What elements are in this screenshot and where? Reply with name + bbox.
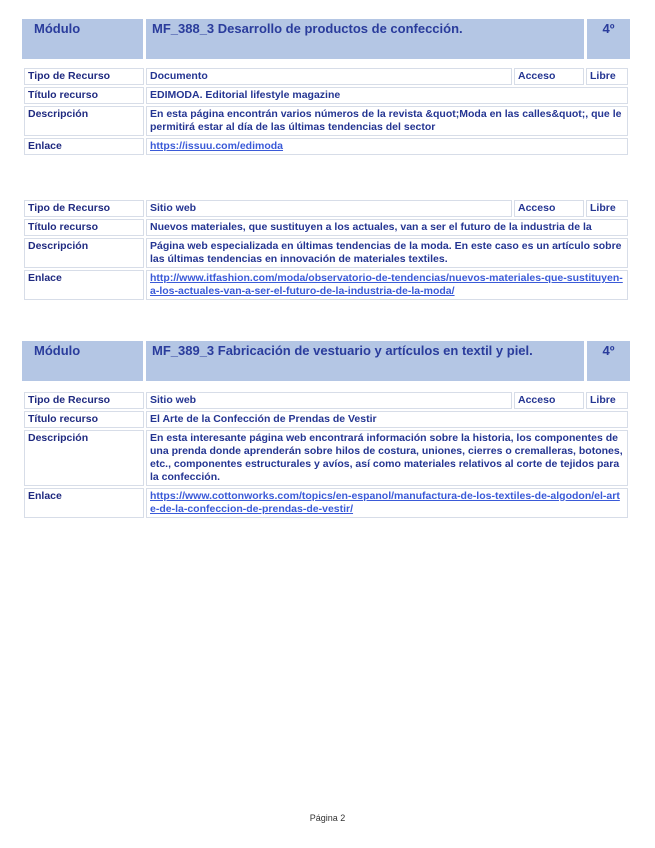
module-title: MF_389_3 Fabricación de vestuario y artículos en textil y piel. bbox=[146, 341, 584, 381]
titulo-value: EDIMODA. Editorial lifestyle magazine bbox=[146, 87, 628, 104]
table-row bbox=[24, 200, 628, 217]
enlace-cell bbox=[146, 488, 628, 518]
enlace-cell bbox=[146, 270, 628, 300]
module-label: Módulo bbox=[22, 341, 143, 381]
descripcion-value: Página web especializada en últimas tendencias de la moda. En este caso es un artículo sobre las últimas tendencias en innovación de materiales textiles. bbox=[146, 238, 628, 268]
module-title: MF_388_3 Desarrollo de productos de confección. bbox=[146, 19, 584, 59]
table-row bbox=[24, 411, 628, 428]
descripcion-label: Descripción bbox=[24, 238, 144, 268]
titulo-value: Nuevos materiales, que sustituyen a los actuales, van a ser el futuro de la industria de la bbox=[146, 219, 628, 236]
descripcion-label: Descripción bbox=[24, 430, 144, 486]
page-number: Página 2 bbox=[309, 813, 346, 823]
tipo-value: Sitio web bbox=[146, 392, 512, 409]
titulo-value: El Arte de la Confección de Prendas de Vestir bbox=[146, 411, 628, 428]
resource-table-2 bbox=[22, 198, 630, 302]
table-row bbox=[24, 392, 628, 409]
enlace-link[interactable]: https://www.cottonworks.com/topics/en-espanol/manufactura-de-los-textiles-de-algodon/el-arte-de-la-confeccion-de-prendas-de-vestir/ bbox=[150, 490, 620, 515]
tipo-label: Tipo de Recurso bbox=[24, 200, 144, 217]
enlace-label: Enlace bbox=[24, 488, 144, 518]
titulo-label: Título recurso bbox=[24, 87, 144, 104]
enlace-cell bbox=[146, 138, 628, 155]
enlace-link[interactable]: http://www.itfashion.com/moda/observatorio-de-tendencias/nuevos-materiales-que-sustituyen-a-los-actuales-van-a-ser-el-futuro-de-la-industria-de-la-moda/ bbox=[150, 272, 623, 297]
resource-table-1 bbox=[22, 66, 630, 157]
resource-table-3 bbox=[22, 390, 630, 520]
descripcion-value: En esta interesante página web encontrará información sobre la historia, los componentes de una prenda donde aprenderán sobre hilos de costura, uniones, cierres o cremalleras, botones, etc., componentes estructurales y avíos, así como materiales relativos al corte de tejidos para la confección. bbox=[146, 430, 628, 486]
table-row bbox=[24, 68, 628, 85]
enlace-link[interactable]: https://issuu.com/edimoda bbox=[150, 140, 284, 152]
table-row bbox=[24, 219, 628, 236]
tipo-value: Documento bbox=[146, 68, 512, 85]
acceso-value: Libre bbox=[586, 200, 628, 217]
acceso-value: Libre bbox=[586, 68, 628, 85]
acceso-label: Acceso bbox=[514, 392, 584, 409]
table-row bbox=[24, 270, 628, 300]
descripcion-label: Descripción bbox=[24, 106, 144, 136]
table-row bbox=[24, 488, 628, 518]
module-level: 4º bbox=[587, 19, 630, 59]
module-header-2 bbox=[22, 341, 630, 381]
acceso-label: Acceso bbox=[514, 68, 584, 85]
module-level: 4º bbox=[587, 341, 630, 381]
descripcion-value: En esta página encontrán varios números de la revista &quot;Moda en las calles&quot;, que le permitirá estar al día de las últimas tendencias del sector bbox=[146, 106, 628, 136]
titulo-label: Título recurso bbox=[24, 219, 144, 236]
titulo-label: Título recurso bbox=[24, 411, 144, 428]
table-row bbox=[24, 238, 628, 268]
table-row bbox=[24, 87, 628, 104]
enlace-label: Enlace bbox=[24, 138, 144, 155]
acceso-label: Acceso bbox=[514, 200, 584, 217]
enlace-label: Enlace bbox=[24, 270, 144, 300]
table-row bbox=[24, 106, 628, 136]
tipo-label: Tipo de Recurso bbox=[24, 392, 144, 409]
module-header-1 bbox=[22, 19, 630, 59]
table-row bbox=[24, 430, 628, 486]
tipo-label: Tipo de Recurso bbox=[24, 68, 144, 85]
module-label: Módulo bbox=[22, 19, 143, 59]
acceso-value: Libre bbox=[586, 392, 628, 409]
table-row bbox=[24, 138, 628, 155]
tipo-value: Sitio web bbox=[146, 200, 512, 217]
